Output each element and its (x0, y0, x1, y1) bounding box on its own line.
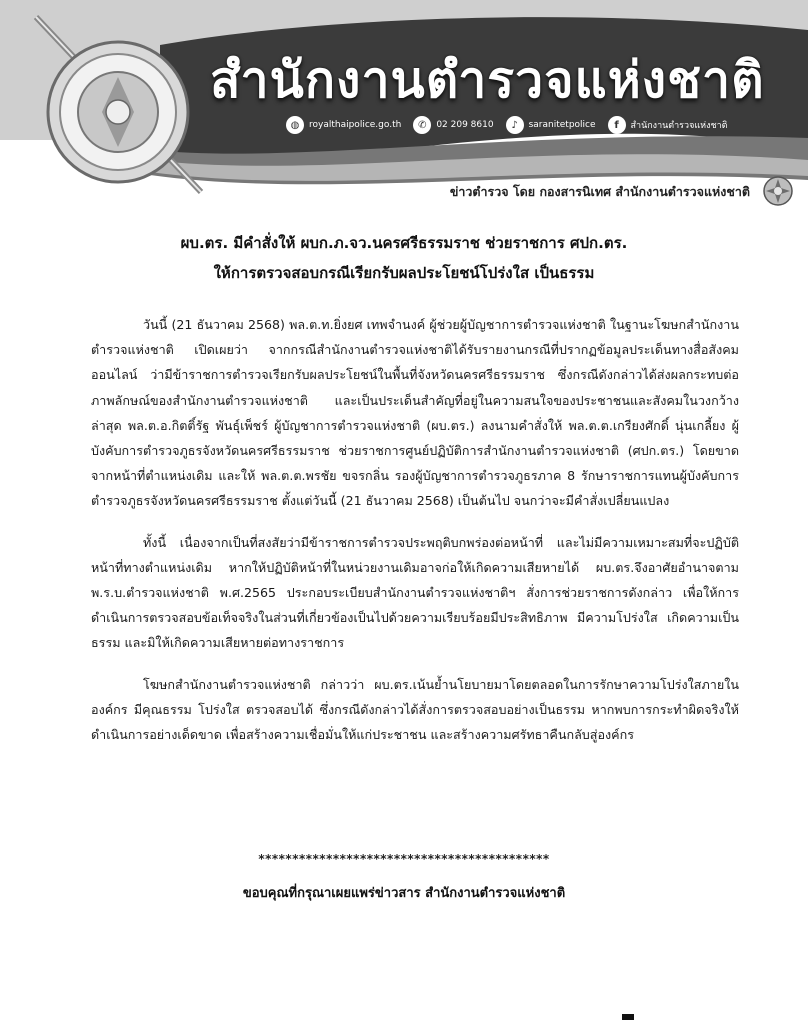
website-link[interactable] (286, 116, 401, 134)
phone-link[interactable] (413, 116, 493, 134)
facebook-icon: f (608, 116, 626, 134)
facebook-text: สำนักงานตำรวจแห่งชาติ (630, 121, 728, 131)
document-title (40, 228, 768, 288)
website-text: royalthaipolice.go.th (309, 120, 402, 130)
phone-text: 02 209 8610 (436, 120, 494, 130)
article-body (91, 312, 739, 763)
seal-icon (762, 175, 794, 207)
contact-bar (286, 114, 727, 136)
phone-icon: ✆ (413, 116, 431, 134)
star-divider: ******************************************* (258, 852, 550, 866)
tiktok-icon: ♪ (506, 116, 524, 134)
title-line-2: ให้การตรวจสอบกรณีเรียกรับผลประโยชน์โปร่งใส เป็นธรรม (213, 264, 595, 282)
tiktok-text: saranitetpolice (528, 120, 596, 130)
facebook-link[interactable] (608, 116, 728, 134)
corner-mark (622, 1014, 634, 1020)
paragraph-3: โฆษกสำนักงานตำรวจแห่งชาติ กล่าวว่า ผบ.ตร.เน้นย้ำนโยบายมาโดยตลอดในการรักษาความโปร่งใสภายในองค์กร มีคุณธรรม โปร่งใส ตรวจสอบได้ ซึ่งกรณีดังกล่าวได้สั่งการตรวจสอบอย่างเป็นธรรม หากพบการกระทำผิดจริงให้ดำเนินการอย่างเด็ดขาด เพื่อสร้างความเชื่อมั่นให้แก่ประชาชน และสร้างความศรัทธาคืนกลับสู่องค์กร (91, 676, 739, 743)
letterhead (0, 0, 808, 215)
paragraph-1: วันนี้ (21 ธันวาคม 2568) พล.ต.ท.ยิ่งยศ เทพจำนงค์ ผู้ช่วยผู้บัญชาการตำรวจแห่งชาติ ในฐานะโฆษกสำนักงานตำรวจแห่งชาติ เปิดเผยว่า จากกรณีสำนักงานตำรวจแห่งชาติได้รับรายงานกรณีที่ปรากฏข้อมูลประเด็นทางสื่อสังคมออนไลน์ ว่ามีข้าราชการตำรวจเรียกรับผลประโยชน์ในพื้นที่จังหวัดนครศรีธรรมราช ซึ่งกรณีดังกล่าวได้ส่งผลกระทบต่อภาพลักษณ์ของสำนักงานตำรวจแห่งชาติ และเป็นประเด็นสำคัญที่อยู่ในความสนใจของประชาชนและสังคมในวงกว้าง ล่าสุด พล.ต.อ.กิตติ์รัฐ พันธุ์เพ็ชร์ ผู้บัญชาการตำรวจแห่งชาติ (ผบ.ตร.) ลงนามคำสั่งให้ พล.ต.ต.เกรียงศักดิ์ นุ่นเกลี้ยง ผู้บังคับการตำรวจภูธรจังหวัดนครศรีธรรมราช ช่วยราชการศูนย์ปฏิบัติการสำนักงานตำรวจแห่งชาติ (ศปก.ตร.) โดยขาดจากหน้าที่ตำแหน่งเดิม และให้ พล.ต.ต.พรชัย ขจรกลิ่น รองผู้บัญชาการตำรวจภูธรภาค 8 รักษาราชการแทนผู้บังคับการตำรวจภูธรจังหวัดนครศรีธรรมราช ตั้งแต่วันนี้ (21 ธันวาคม 2568) เป็นต้นไป จนกว่าจะมีคำสั่งเปลี่ยนแปลง (91, 317, 739, 509)
police-emblem-icon (26, 12, 216, 202)
title-line-1: ผบ.ตร. มีคำสั่งให้ ผบก.ภ.จว.นครศรีธรรมราช ช่วยราชการ ศปก.ตร. (180, 234, 628, 252)
organization-name: สำนักงานตำรวจแห่งชาติ (210, 51, 765, 109)
globe-icon: ◍ (286, 116, 304, 134)
tiktok-link[interactable] (506, 116, 596, 134)
paragraph-2: ทั้งนี้ เนื่องจากเป็นที่สงสัยว่ามีข้าราชการตำรวจประพฤติบกพร่องต่อหน้าที่ และไม่มีความเหมาะสมที่จะปฏิบัติหน้าที่ทางตำแหน่งเดิม หากให้ปฏิบัติหน้าที่ในหน่วยงานเดิมอาจก่อให้เกิดความเสียหายได้ ผบ.ตร.จึงอาศัยอำนาจตาม พ.ร.บ.ตำรวจแห่งชาติ พ.ศ.2565 ประกอบระเบียบสำนักงานตำรวจแห่งชาติฯ สั่งการช่วยราชการดังกล่าว เพื่อให้การดำเนินการตรวจสอบข้อเท็จจริงในส่วนที่เกี่ยวข้องเป็นไปด้วยความเรียบร้อยมีประสิทธิภาพ มีความโปร่งใส เกิดความเป็นธรรม และมิให้เกิดความเสียหายต่อทางราชการ (91, 534, 739, 651)
byline: ข่าวตำรวจ โดย กองสารนิเทศ สำนักงานตำรวจแห่งชาติ (449, 184, 750, 199)
closing-line: ขอบคุณที่กรุณาเผยแพร่ข่าวสาร สำนักงานตำรวจแห่งชาติ (242, 886, 566, 901)
